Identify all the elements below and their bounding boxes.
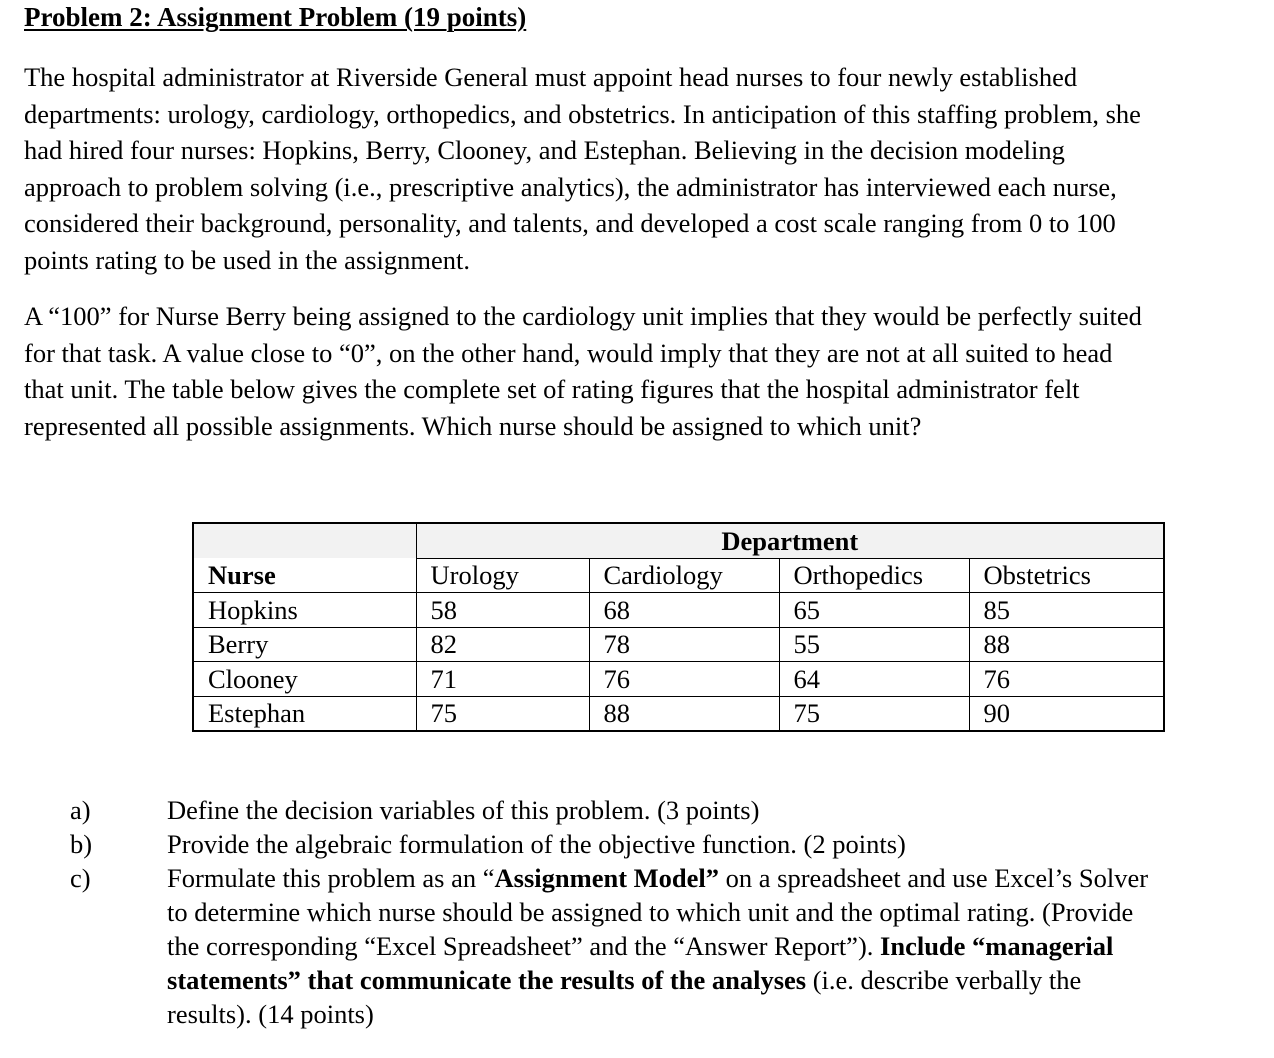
question-text-line [167,963,1274,997]
table-corner-cell [193,523,416,558]
rating-cell: 90 [969,696,1164,731]
question-text: Define the decision variables of this problem. (3 points) [167,795,760,825]
department-header: Department [416,523,1164,558]
bold-text-run: statements” that communicate the results of the analyses [167,965,807,995]
question-letter: b) [70,829,93,859]
question-text-line [167,929,1274,963]
question-text-line: to determine which nurse should be assigned to which unit and the optimal rating. (Provide [167,897,1134,927]
rating-cell: 78 [589,627,779,662]
bold-text-run: Assignment Model” [494,863,720,893]
nurse-column-header: Nurse [193,558,416,593]
text-line: for that task. A value close to “0”, on the other hand, would imply that they are not at all suited to head [24,337,1113,368]
question-list [0,793,1274,1031]
column-header-orthopedics: Orthopedics [779,558,969,593]
question-b [0,827,1274,861]
rating-cell: 65 [779,593,969,628]
text-line: represented all possible assignments. Which nurse should be assigned to which unit? [24,410,922,441]
rating-cell: 58 [416,593,589,628]
rating-cell: 88 [589,696,779,731]
problem-title: Problem 2: Assignment Problem (19 points) [24,2,527,32]
intro-paragraph [24,59,1264,278]
table-row [193,593,1164,628]
text-line: departments: urology, cardiology, orthopedics, and obstetrics. In anticipation of this staffing problem, she [24,98,1141,129]
rating-cell: 75 [779,696,969,731]
rating-cell: 88 [969,627,1164,662]
rating-cell: 68 [589,593,779,628]
nurse-name-cell: Hopkins [193,593,416,628]
rating-cell: 55 [779,627,969,662]
rating-cell: 64 [779,662,969,697]
rating-cell: 75 [416,696,589,731]
question-letter: a) [70,795,91,825]
column-header-obstetrics: Obstetrics [969,558,1164,593]
question-text-line: results). (14 points) [167,999,374,1029]
text-line: The hospital administrator at Riverside General must appoint head nurses to four newly established [24,62,1078,92]
table-header-row [193,558,1164,593]
text-line: that unit. The table below gives the complete set of rating figures that the hospital administrator felt [24,374,1080,404]
text-line: approach to problem solving (i.e., prescriptive analytics), the administrator has interviewed each nurse, [24,171,1117,202]
rating-table [192,522,1165,732]
question-c [0,861,1274,1031]
rating-explanation-paragraph [24,298,1264,444]
column-header-urology: Urology [416,558,589,593]
text-run: (i.e. describe verbally the [806,965,1082,995]
bold-text-run: Include “managerial [880,931,1114,961]
table-row [193,696,1164,731]
rating-cell: 85 [969,593,1164,628]
question-text-line [167,861,1274,895]
column-header-cardiology: Cardiology [589,558,779,593]
text-line: points rating to be used in the assignment. [24,244,471,275]
text-line: A “100” for Nurse Berry being assigned to the cardiology unit implies that they would be perfectly suited [24,301,1142,331]
text-run: on a spreadsheet and use Excel’s Solver [719,863,1149,893]
nurse-name-cell: Clooney [193,662,416,697]
table-row [193,662,1164,697]
rating-cell: 71 [416,662,589,697]
table-row [193,627,1164,662]
text-run: the corresponding “Excel Spreadsheet” and the “Answer Report”). [167,931,881,961]
text-line: considered their background, personality, and talents, and developed a cost scale ranging from 0 to 100 [24,208,1116,238]
nurse-name-cell: Estephan [193,696,416,731]
text-run: Formulate this problem as an “ [167,863,495,893]
nurse-name-cell: Berry [193,627,416,662]
question-letter: c) [70,863,91,893]
question-a [0,793,1274,827]
question-text: Provide the algebraic formulation of the objective function. (2 points) [167,829,906,859]
table-group-header-row [193,523,1164,558]
rating-cell: 76 [969,662,1164,697]
rating-cell: 76 [589,662,779,697]
rating-cell: 82 [416,627,589,662]
text-line: had hired four nurses: Hopkins, Berry, Clooney, and Estephan. Believing in the decision modeling [24,135,1065,165]
